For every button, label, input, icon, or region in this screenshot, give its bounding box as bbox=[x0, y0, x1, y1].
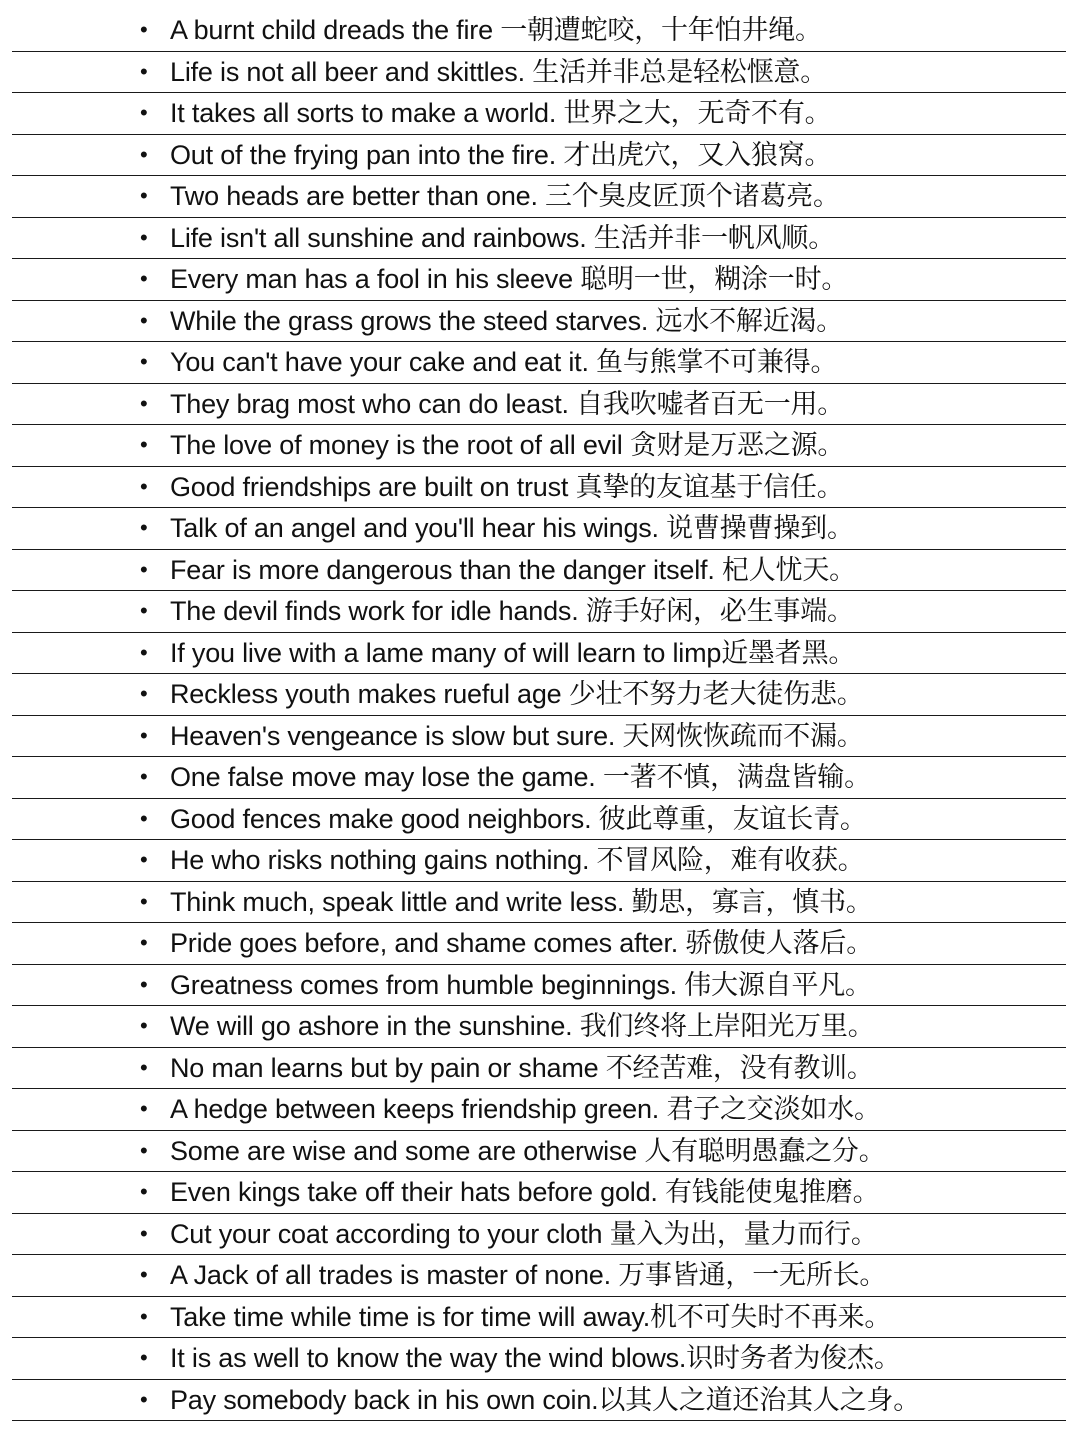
bullet: • bbox=[140, 598, 148, 623]
proverb-text: Pride goes before, and shame comes after. 骄傲使人落后。 bbox=[170, 928, 873, 958]
bullet: • bbox=[140, 888, 148, 914]
proverb-text: A hedge between keeps friendship green. 君子之交淡如水。 bbox=[170, 1094, 881, 1124]
list-item bbox=[12, 508, 1066, 550]
proverb-text: Out of the frying pan into the fire. 才出虎穴，又入狼窝。 bbox=[170, 139, 832, 170]
list-item bbox=[12, 674, 1066, 716]
list-item bbox=[12, 1214, 1066, 1256]
proverb-list bbox=[0, 10, 1080, 1421]
bullet: • bbox=[140, 100, 148, 125]
list-item bbox=[12, 301, 1066, 343]
proverb-text: Cut your coat according to your cloth 量入为出，量力而行。 bbox=[170, 1218, 878, 1249]
list-item bbox=[12, 799, 1066, 841]
proverb-text: A Jack of all trades is master of none. 万事皆通，一无所长。 bbox=[170, 1260, 887, 1290]
bullet: • bbox=[140, 473, 148, 499]
list-item bbox=[12, 633, 1066, 675]
proverb-text: They brag most who can do least. 自我吹嘘者百无一用。 bbox=[170, 388, 845, 419]
proverb-text: Good fences make good neighbors. 彼此尊重，友谊长青。 bbox=[170, 803, 867, 834]
bullet: • bbox=[140, 971, 148, 997]
list-item bbox=[12, 923, 1066, 965]
list-item bbox=[12, 550, 1066, 592]
list-item bbox=[12, 135, 1066, 177]
list-item bbox=[12, 1048, 1066, 1090]
bullet: • bbox=[140, 17, 148, 42]
list-item bbox=[12, 467, 1066, 509]
list-item bbox=[12, 591, 1066, 633]
list-item bbox=[12, 176, 1066, 218]
bullet: • bbox=[140, 349, 148, 374]
list-item bbox=[12, 342, 1066, 384]
proverb-text: One false move may lose the game. 一著不慎，满盘皆输。 bbox=[170, 762, 871, 792]
bullet: • bbox=[140, 515, 148, 540]
proverb-text: Talk of an angel and you'll hear his wings. 说曹操曹操到。 bbox=[170, 513, 854, 543]
list-item bbox=[12, 425, 1066, 467]
list-item bbox=[12, 259, 1066, 301]
list-item bbox=[12, 52, 1066, 94]
bullet: • bbox=[140, 1345, 148, 1370]
bullet: • bbox=[140, 390, 148, 416]
list-item bbox=[12, 1380, 1066, 1422]
bullet: • bbox=[140, 1386, 148, 1412]
proverb-text: He who risks nothing gains nothing. 不冒风险，难有收获。 bbox=[170, 845, 865, 875]
proverb-text: Think much, speak little and write less. 勤思，寡言，慎书。 bbox=[170, 886, 873, 917]
proverb-text: The love of money is the root of all evil 贪财是万恶之源。 bbox=[170, 430, 845, 460]
bullet: • bbox=[140, 722, 148, 748]
bullet: • bbox=[140, 764, 148, 789]
bullet: • bbox=[140, 307, 148, 333]
proverb-text: No man learns but by pain or shame 不经苦难，没有教训。 bbox=[170, 1052, 874, 1083]
bullet: • bbox=[140, 556, 148, 582]
proverb-text: Greatness comes from humble beginnings. 伟大源自平凡。 bbox=[170, 969, 872, 1000]
proverb-text: Good friendships are built on trust 真挚的友谊基于信任。 bbox=[170, 471, 844, 502]
proverb-text: It takes all sorts to make a world. 世界之大，无奇不有。 bbox=[170, 98, 832, 128]
list-item bbox=[12, 93, 1066, 135]
proverb-text: It is as well to know the way the wind blows.识时务者为俊杰。 bbox=[170, 1343, 901, 1373]
proverb-text: Life is not all beer and skittles. 生活并非总是轻松惬意。 bbox=[170, 56, 827, 87]
bullet: • bbox=[140, 58, 148, 84]
list-item bbox=[12, 716, 1066, 758]
bullet: • bbox=[140, 1054, 148, 1080]
list-item bbox=[12, 882, 1066, 924]
proverb-text: Even kings take off their hats before gold. 有钱能使鬼推磨。 bbox=[170, 1177, 880, 1207]
bullet: • bbox=[140, 266, 148, 291]
bullet: • bbox=[140, 930, 148, 955]
list-item bbox=[12, 1006, 1066, 1048]
bullet: • bbox=[140, 224, 148, 250]
proverb-text: Some are wise and some are otherwise 人有聪明愚蠢之分。 bbox=[170, 1135, 886, 1166]
bullet: • bbox=[140, 805, 148, 831]
bullet: • bbox=[140, 1220, 148, 1246]
list-item bbox=[12, 1297, 1066, 1339]
proverb-text: Two heads are better than one. 三个臭皮匠顶个诸葛亮。 bbox=[170, 181, 840, 211]
proverb-text: Pay somebody back in his own coin.以其人之道还治其人之身。 bbox=[170, 1384, 921, 1415]
list-item bbox=[12, 218, 1066, 260]
proverb-text: Life isn't all sunshine and rainbows. 生活并非一帆风顺。 bbox=[170, 222, 836, 253]
list-item bbox=[12, 1338, 1066, 1380]
bullet: • bbox=[140, 141, 148, 167]
bullet: • bbox=[140, 1303, 148, 1329]
bullet: • bbox=[140, 183, 148, 208]
list-item bbox=[12, 1172, 1066, 1214]
bullet: • bbox=[140, 681, 148, 706]
list-item bbox=[12, 1255, 1066, 1297]
proverb-text: We will go ashore in the sunshine. 我们终将上岸阳光万里。 bbox=[170, 1011, 875, 1041]
bullet: • bbox=[140, 1096, 148, 1121]
proverb-text: Take time while time is for time will away.机不可失时不再来。 bbox=[170, 1301, 892, 1332]
list-item bbox=[12, 1131, 1066, 1173]
list-item bbox=[12, 840, 1066, 882]
proverb-text: While the grass grows the steed starves. 远水不解近渴。 bbox=[170, 305, 844, 336]
proverb-text: Every man has a fool in his sleeve 聪明一世，糊涂一时。 bbox=[170, 264, 849, 294]
list-item bbox=[12, 1089, 1066, 1131]
bullet: • bbox=[140, 432, 148, 457]
proverb-text: Fear is more dangerous than the danger itself. 杞人忧天。 bbox=[170, 554, 856, 585]
bullet: • bbox=[140, 847, 148, 872]
list-item bbox=[12, 965, 1066, 1007]
proverb-text: The devil finds work for idle hands. 游手好闲，必生事端。 bbox=[170, 596, 854, 626]
bullet: • bbox=[140, 1179, 148, 1204]
proverb-text: If you live with a lame many of will learn to limp近墨者黑。 bbox=[170, 637, 856, 668]
list-item bbox=[12, 757, 1066, 799]
bullet: • bbox=[140, 639, 148, 665]
proverb-text: A burnt child dreads the fire 一朝遭蛇咬，十年怕井绳。 bbox=[170, 15, 822, 45]
proverb-text: You can't have your cake and eat it. 鱼与熊掌不可兼得。 bbox=[170, 347, 838, 377]
bullet: • bbox=[140, 1013, 148, 1038]
bullet: • bbox=[140, 1137, 148, 1163]
bullet: • bbox=[140, 1262, 148, 1287]
list-item bbox=[12, 10, 1066, 52]
proverb-text: Reckless youth makes rueful age 少壮不努力老大徒伤悲。 bbox=[170, 679, 864, 709]
proverb-text: Heaven's vengeance is slow but sure. 天网恢恢疏而不漏。 bbox=[170, 720, 864, 751]
list-item bbox=[12, 384, 1066, 426]
